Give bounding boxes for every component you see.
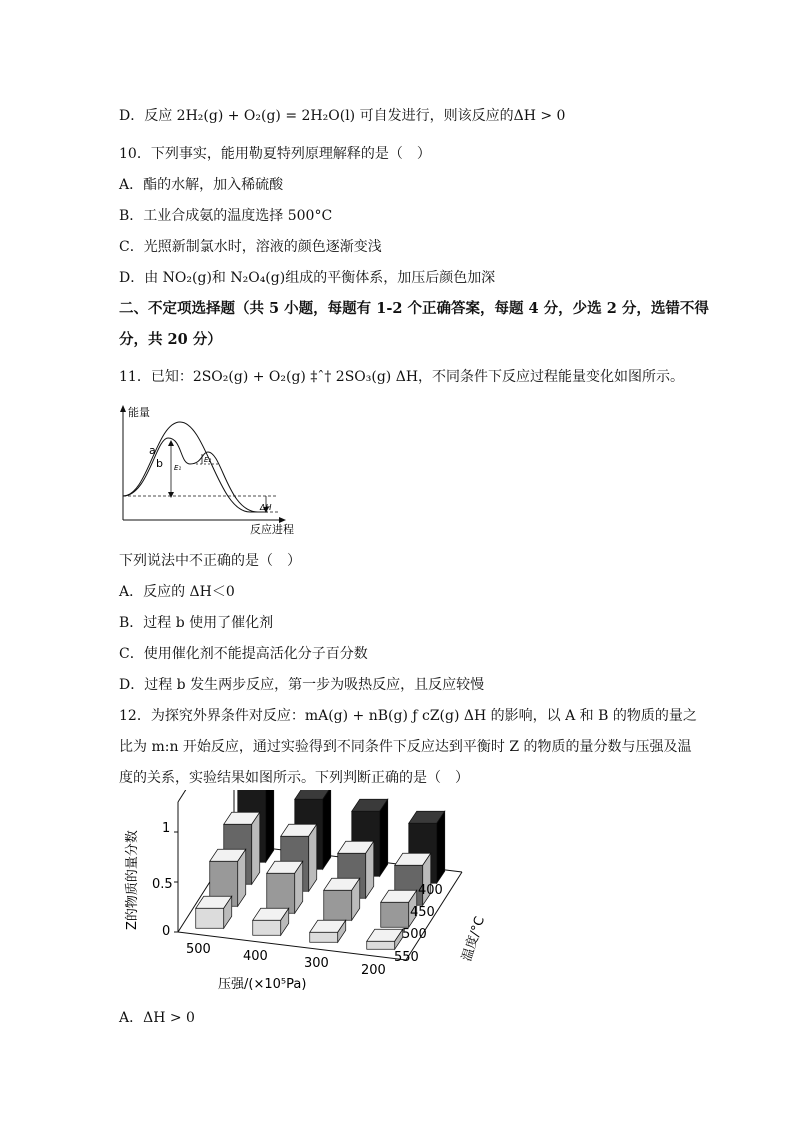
q10-option-a: A．酯的水解，加入稀硫酸	[119, 177, 284, 193]
y-tick-1: 1	[162, 821, 171, 836]
bar-side-400-300	[380, 799, 388, 876]
q11-option-a: A．反应的 ΔH＜0	[119, 584, 235, 600]
q12-stem-3: 度的关系，实验结果如图所示。下列判断正确的是（ ）	[119, 770, 469, 786]
z-tick-400: 400	[418, 883, 443, 898]
bar-side-400-400	[323, 790, 331, 869]
bar-front-500-400	[267, 873, 295, 913]
q10-stem: 10．下列事实，能用勒夏特列原理解释的是（ ）	[119, 146, 431, 162]
dh-label: ΔH	[260, 503, 272, 512]
q11-option-c: C．使用催化剂不能提高活化分子百分数	[119, 646, 368, 662]
y-axis-label: 能量	[128, 406, 150, 419]
x-tick-300: 300	[304, 956, 329, 971]
bar-side-450-500	[252, 812, 260, 884]
e1-label: E₁	[174, 464, 182, 472]
bar-front-550-500	[196, 908, 224, 928]
bar-front-500-300	[324, 890, 352, 920]
q10-option-c: C．光照新制氯水时，溶液的颜色逐渐变浅	[119, 239, 382, 255]
curve-a	[123, 422, 268, 512]
bar-front-550-300	[310, 932, 338, 942]
y-tick-0.5: 0.5	[152, 877, 173, 892]
curve-b	[123, 438, 258, 512]
z-axis-label: 温度/°C	[459, 914, 489, 964]
left-top-edge	[178, 790, 234, 802]
bar-side-450-400	[309, 824, 317, 891]
q11-option-b: B．过程 b 使用了催化剂	[119, 615, 274, 631]
q9-option-d: D．反应 2H₂(g) + O₂(g) = 2H₂O(l) 可自发进行，则该反应的ΔH > 0	[119, 108, 566, 124]
x-axis-label: 压强/(×10⁵Pa)	[218, 977, 307, 992]
q12-option-a: A．ΔH > 0	[119, 1010, 195, 1026]
bar-front-500-200	[381, 902, 409, 927]
q11-question: 下列说法中不正确的是（ ）	[119, 553, 301, 569]
q10-option-b: B．工业合成氨的温度选择 500°C	[119, 208, 333, 224]
bar-front-550-200	[367, 941, 395, 949]
z-tick-500: 500	[402, 927, 427, 942]
section2-heading-cont: 分，共 20 分）	[119, 331, 222, 348]
q11-stem: 11．已知：2SO₂(g) + O₂(g) ‡ˆ† 2SO₃(g) ΔH，不同条件下反应过程能量变化如图所示。	[119, 369, 685, 385]
q12-stem-2: 比为 m:n 开始反应，通过实验得到不同条件下反应达到平衡时 Z 的物质的量分数与压强及温	[119, 739, 692, 755]
section2-heading: 二、不定项选择题（共 5 小题，每题有 1-2 个正确答案，每题 4 分，少选 2 分，选错不得	[119, 300, 709, 317]
x-tick-400: 400	[243, 949, 268, 964]
q12-stem-1: 12．为探究外界条件对反应：mA(g) + nB(g) ƒ cZ(g) ΔH 的影响，以 A 和 B 的物质的量之	[119, 708, 697, 724]
x-axis-label: 反应进程	[250, 523, 294, 536]
z-fraction-3d-bar-chart	[118, 790, 498, 1002]
energy-profile-figure	[118, 402, 308, 538]
y-tick-0: 0	[162, 924, 171, 939]
curve-b-label: b	[156, 457, 163, 470]
curve-a-label: a	[149, 444, 156, 457]
y-axis-label: Z的物质的量分数	[125, 830, 140, 930]
z-tick-450: 450	[410, 905, 435, 920]
q11-option-d: D．过程 b 发生两步反应，第一步为吸热反应，且反应较慢	[119, 677, 485, 693]
bar-front-550-400	[253, 920, 281, 935]
y-axis-arrow	[120, 405, 126, 412]
q10-option-d: D．由 NO₂(g)和 N₂O₄(g)组成的平衡体系，加压后颜色加深	[119, 270, 496, 286]
bar-side-400-500	[266, 790, 274, 862]
z-tick-550: 550	[394, 950, 419, 965]
bar-side-400-200	[437, 811, 445, 883]
x-tick-500: 500	[186, 942, 211, 957]
x-tick-200: 200	[361, 963, 386, 978]
e2-label: E₂	[204, 456, 212, 464]
